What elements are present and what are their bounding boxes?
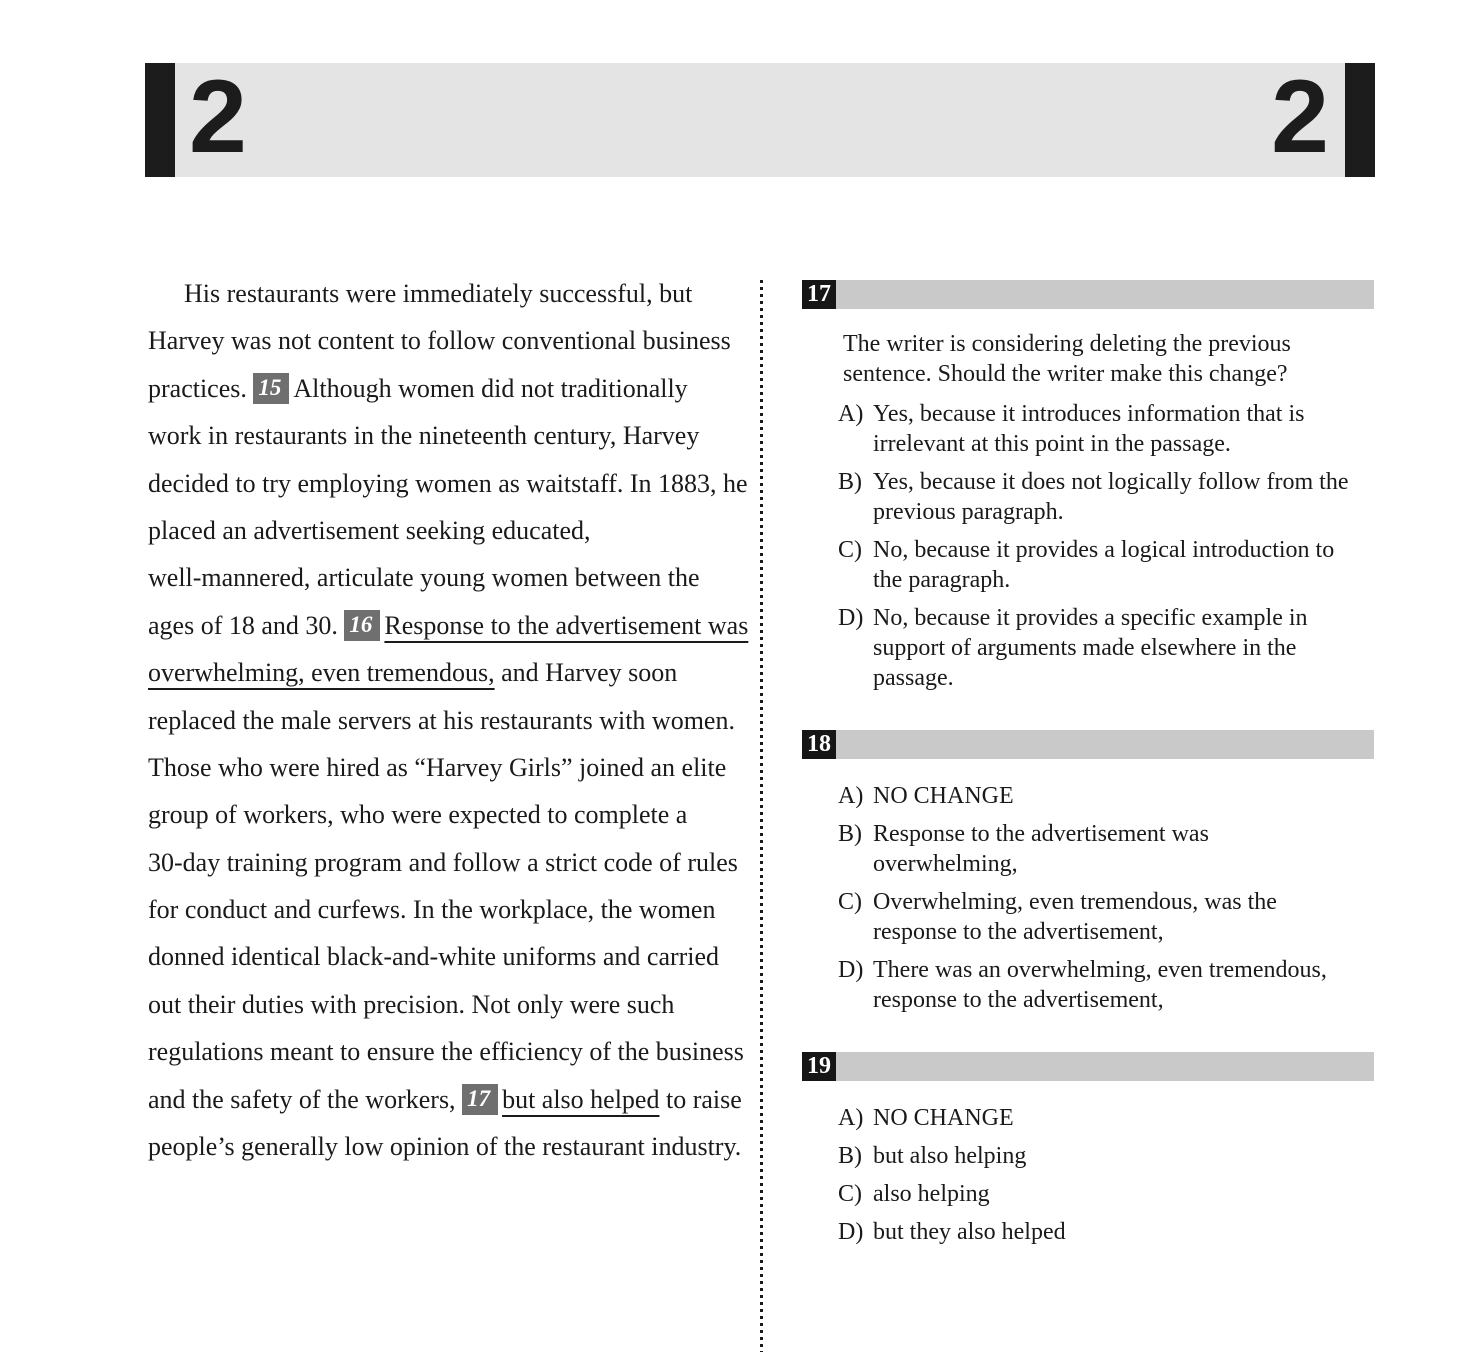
option-text-line: No, because it provides a specific example in [873,605,1308,631]
underlined-phrase: overwhelming, even tremendous, [148,658,495,688]
header-left-black-bar [145,63,175,177]
answer-option-c [838,535,1374,595]
option-text-line: NO CHANGE [873,1105,1014,1131]
passage-line: for conduct and curfews. In the workplace, the women [148,895,716,925]
option-letter: C) [838,537,862,563]
question-stem-line: sentence. Should the writer make this change? [843,361,1288,387]
passage-question-marker: 17 [462,1084,498,1115]
column-divider-dotted-line [760,280,763,1352]
option-letter: A) [838,1105,864,1131]
option-text-line: Overwhelming, even tremendous, was the [873,889,1277,915]
answer-option-a [838,399,1374,459]
section-number-left: 2 [189,58,247,175]
answer-option-d [838,603,1374,693]
answer-option-d [838,955,1374,1015]
passage-line: ages of 18 and 30. 16 Response to the advertisement was [148,610,749,640]
question-stem [843,329,1374,389]
option-text-line: also helping [873,1181,990,1207]
question-number-box: 19 [802,1052,836,1081]
answer-option-d [838,1217,1374,1247]
option-letter: D) [838,605,864,631]
passage-line: well-mannered, articulate young women between the [148,563,700,593]
option-letter: D) [838,957,864,983]
option-text [873,1141,1374,1171]
option-text-line: irrelevant at this point in the passage. [873,431,1231,457]
option-text [873,535,1374,595]
option-letter: B) [838,469,862,495]
option-text [873,887,1374,947]
option-text-line: There was an overwhelming, even tremendous, [873,957,1327,983]
answer-options [802,1103,1374,1247]
answer-options [802,399,1374,693]
passage-line: His restaurants were immediately successful, but [184,279,693,308]
option-text [873,1217,1374,1247]
passage-line: placed an advertisement seeking educated, [148,515,591,545]
header-right-black-bar [1345,63,1375,177]
passage-line: replaced the male servers at his restaurants with women. [148,705,735,735]
option-text [873,467,1374,527]
passage-line: people’s generally low opinion of the restaurant industry. [148,1132,742,1162]
passage-question-marker: 16 [344,610,380,641]
answer-option-c [838,887,1374,947]
passage-line: decided to try employing women as waitstaff. In 1883, he [148,468,748,498]
option-text-line: overwhelming, [873,851,1018,877]
option-text-line: but they also helped [873,1219,1066,1245]
question-number-box: 18 [802,730,836,759]
option-text [873,819,1374,879]
passage-line: out their duties with precision. Not only were such [148,989,675,1019]
passage-line: overwhelming, even tremendous, and Harvey soon [148,658,678,688]
passage-line: Harvey was not content to follow conventional business [148,326,731,356]
passage-line: group of workers, who were expected to complete a [148,800,688,830]
option-text-line: previous paragraph. [873,499,1064,525]
answer-options [802,781,1374,1015]
option-text-line: response to the advertisement, [873,987,1164,1013]
question-header [802,1052,1374,1081]
answer-option-a [838,1103,1374,1133]
passage-question-marker: 15 [253,373,289,404]
option-text-line: Yes, because it introduces information that is [873,401,1305,427]
option-letter: C) [838,1181,862,1207]
option-letter: D) [838,1219,864,1245]
option-text [873,399,1374,459]
passage-line: Those who were hired as “Harvey Girls” joined an elite [148,752,727,782]
option-text [873,1179,1374,1209]
option-text-line: the paragraph. [873,567,1011,593]
option-letter: B) [838,1143,862,1169]
section-header-band [145,58,1375,177]
answer-option-c [838,1179,1374,1209]
question-stem-line: The writer is considering deleting the previous [843,331,1291,357]
answer-option-b [838,467,1374,527]
question-18 [802,730,1374,1023]
passage-line: and the safety of the workers, 17 but also helped to raise [148,1084,742,1114]
question-17 [802,280,1374,701]
option-text-line: Response to the advertisement was [873,821,1209,847]
answer-option-a [838,781,1374,811]
option-text-line: response to the advertisement, [873,919,1164,945]
option-letter: A) [838,401,864,427]
option-text-line: Yes, because it does not logically follow from the [873,469,1349,495]
underlined-phrase: but also helped [502,1084,660,1114]
option-text [873,955,1374,1015]
option-text-line: but also helping [873,1143,1027,1169]
question-header-bar [836,1052,1374,1081]
question-19 [802,1052,1374,1255]
answer-option-b [838,819,1374,879]
option-text [873,603,1374,693]
passage-line: work in restaurants in the nineteenth century, Harvey [148,421,700,451]
option-text [873,781,1374,811]
option-text [873,1103,1374,1133]
question-number-box: 17 [802,280,836,309]
question-header [802,280,1374,309]
option-letter: A) [838,783,864,809]
question-header [802,730,1374,759]
option-letter: C) [838,889,862,915]
option-text-line: support of arguments made elsewhere in the [873,635,1297,661]
question-header-bar [836,280,1374,309]
passage-line: regulations meant to ensure the efficiency of the business [148,1037,744,1067]
option-text-line: No, because it provides a logical introduction to [873,537,1335,563]
underlined-phrase: Response to the advertisement was [384,610,749,640]
passage [148,270,760,1170]
option-text-line: passage. [873,665,954,691]
question-header-bar [836,730,1374,759]
passage-line: 30-day training program and follow a strict code of rules [148,847,738,877]
answer-option-b [838,1141,1374,1171]
passage-line: practices. 15 Although women did not traditionally [148,373,688,403]
option-text-line: NO CHANGE [873,783,1014,809]
section-number-right: 2 [1271,58,1329,175]
option-letter: B) [838,821,862,847]
passage-line: donned identical black-and-white uniforms and carried [148,942,720,972]
